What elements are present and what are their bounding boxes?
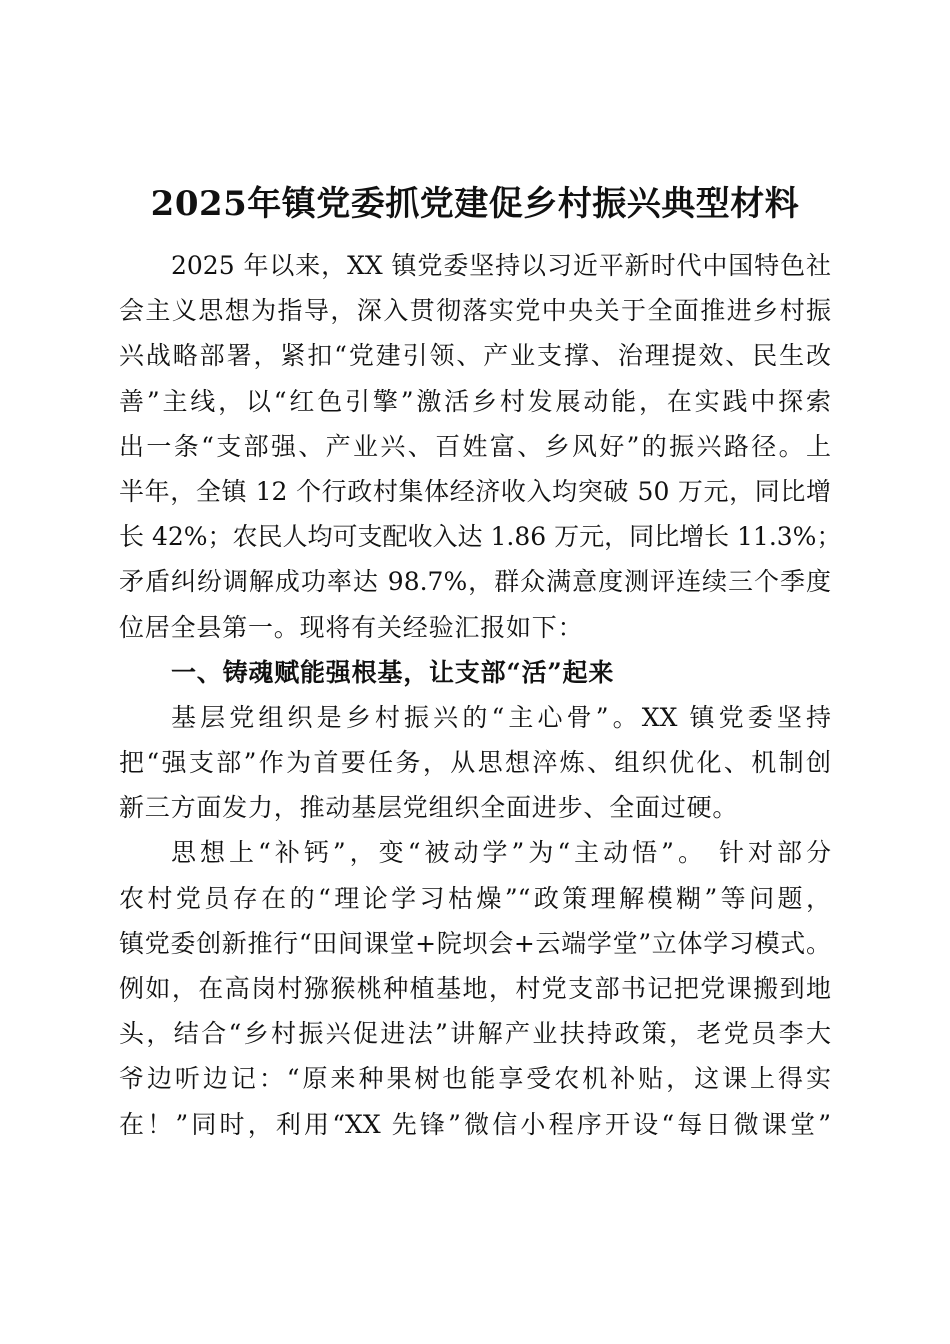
section-heading-1: 一、铸魂赋能强根基，让支部“活”起来 [171, 657, 615, 687]
document-body [119, 243, 842, 1147]
paragraph-1-line: 长 42%；农民人均可支配收入达 1.86 万元，同比增长 11.3%； [119, 522, 842, 552]
paragraph-1-line: 兴战略部署，紧扣“党建引领、产业支撑、治理提效、民生改 [119, 341, 831, 371]
paragraph-3-line: 头，结合“乡村振兴促进法”讲解产业扶持政策，老党员李大 [119, 1019, 831, 1049]
paragraph-3-line: 镇党委创新推行“田间课堂+院坝会+云端学堂”立体学习模式。 [119, 928, 831, 958]
paragraph-2-line: 新三方面发力，推动基层党组织全面进步、全面过硬。 [119, 793, 739, 823]
document-title: 2025年镇党委抓党建促乡村振兴典型材料 [150, 184, 800, 224]
paragraph-1-line: 半年，全镇 12 个行政村集体经济收入均突破 50 万元，同比增 [119, 476, 831, 506]
paragraph-3-line: 爷边听边记：“原来种果树也能享受农机补贴，这课上得实 [119, 1064, 831, 1094]
paragraph-3-line: 例如，在高岗村猕猴桃种植基地，村党支部书记把党课搬到地 [119, 974, 831, 1003]
paragraph-1-line: 善”主线，以“红色引擎”激活乡村发展动能，在实践中探索 [119, 386, 831, 416]
paragraph-1-line: 矛盾纠纷调解成功率达 98.7%，群众满意度测评连续三个季度 [119, 567, 831, 597]
paragraph-3-line: 在！”同时，利用“XX 先锋”微信小程序开设“每日微课堂” [119, 1109, 831, 1139]
paragraph-1-line: 会主义思想为指导，深入贯彻落实党中央关于全面推进乡村振 [119, 296, 831, 326]
paragraph-2-line: 基层党组织是乡村振兴的“主心骨”。XX 镇党委坚持 [171, 702, 831, 732]
paragraph-3-line: 农村党员存在的“理论学习枯燥”“政策理解模糊”等问题， [119, 883, 831, 913]
paragraph-1-line: 2025 年以来，XX 镇党委坚持以习近平新时代中国特色社 [171, 251, 831, 280]
paragraph-1-line: 位居全县第一。现将有关经验汇报如下： [119, 612, 584, 642]
paragraph-1-line: 出一条“支部强、产业兴、百姓富、乡风好”的振兴路径。上 [119, 431, 831, 461]
paragraph-3-line: 思想上“补钙”，变“被动学”为“主动悟”。 针对部分 [171, 838, 831, 868]
paragraph-2-line: 把“强支部”作为首要任务，从思想淬炼、组织优化、机制创 [119, 748, 831, 778]
